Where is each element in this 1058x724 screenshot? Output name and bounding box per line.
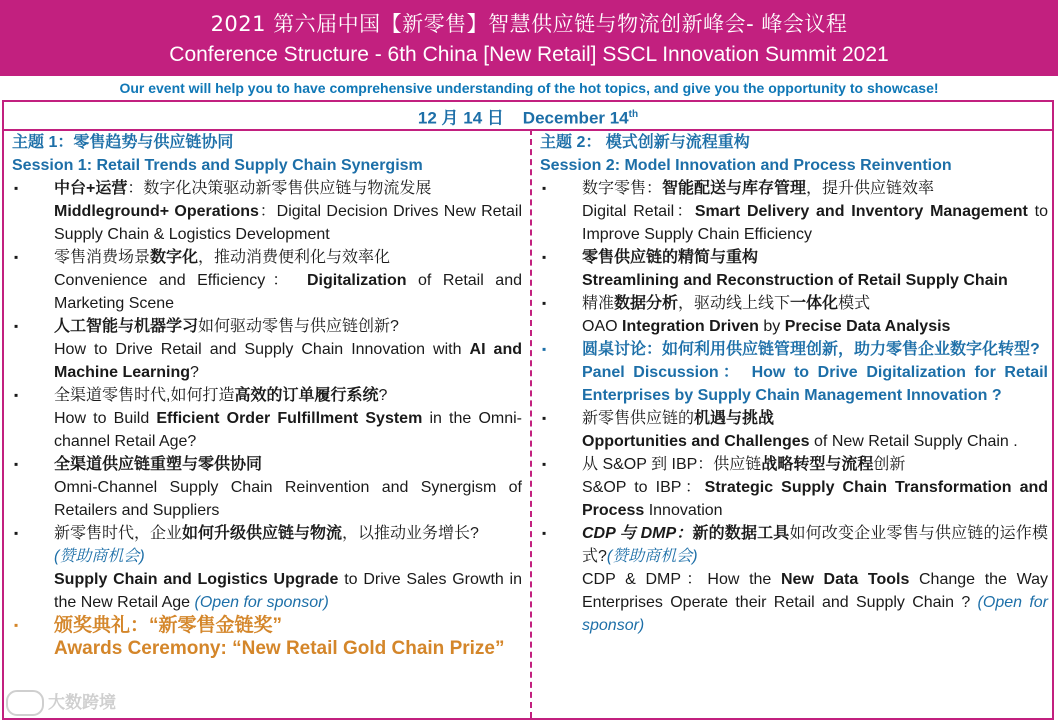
panel-title-cn: 圆桌讨论：如何利用供应链管理创新，助力零售企业数字化转型? xyxy=(582,341,1040,358)
item-text: Digital Retail： xyxy=(582,203,695,220)
item-text: AI and Machine Learning xyxy=(54,341,523,381)
bullet-icon: ▪ xyxy=(542,411,547,425)
item-text: OAO xyxy=(582,318,623,335)
bullet-icon: ▪ xyxy=(14,618,19,632)
award-title-en: Awards Ceremony: “New Retail Gold Chain Prize” xyxy=(54,638,505,659)
item-text: by xyxy=(758,318,785,335)
title-en: Conference Structure - 6th China [New Retail] SSCL Innovation Summit 2021 xyxy=(169,43,889,66)
date-sup: th xyxy=(628,109,639,120)
item-text: S&OP to IBP： xyxy=(582,479,705,496)
list-item xyxy=(540,292,1048,338)
item-text: ：数字化决策驱动新零售供应链与物流发展 xyxy=(127,180,432,197)
item-text: Precise Data Analysis xyxy=(784,318,951,335)
session-1-title-en: Session 1: Retail Trends and Supply Chain Synergism xyxy=(12,157,423,174)
item-text: ，以推动业务增长? xyxy=(342,525,479,542)
bullet-icon: ▪ xyxy=(14,250,19,264)
item-text: 数字零售： xyxy=(582,180,663,197)
date-cn: 12 月 14 日 xyxy=(417,108,504,128)
item-text: 新零售时代，企业 xyxy=(54,525,183,542)
item-text: to Improve Supply Chain Efficiency xyxy=(582,203,1048,243)
item-text: Digitalization xyxy=(306,272,407,289)
list-item xyxy=(540,177,1048,246)
sponsor-note: (赞助商机会) xyxy=(606,548,698,565)
list-item xyxy=(12,453,522,522)
session-2-title-cn: 主题 2： 模式创新与流程重构 xyxy=(540,134,750,151)
item-text: ，提升供应链效率 xyxy=(806,180,935,197)
session-2-list xyxy=(540,177,1048,637)
watermark-text: 大数跨境 xyxy=(48,693,116,713)
item-text: 战略转型与流程 xyxy=(761,456,874,473)
item-text: in the Omni-channel Retail Age? xyxy=(54,410,523,450)
item-text: Innovation xyxy=(644,502,723,519)
item-text: Change the Way Enterprises Operate their Retail and Supply Chain ? xyxy=(582,571,1048,611)
bullet-icon: ▪ xyxy=(542,250,547,264)
item-text: 中台+运营 xyxy=(54,180,128,197)
bullet-icon: ▪ xyxy=(542,342,547,356)
bullet-icon: ▪ xyxy=(14,457,19,471)
item-text: 精准 xyxy=(582,295,615,312)
session-1-title-cn: 主题 1：零售趋势与供应链协同 xyxy=(12,134,234,151)
award-item xyxy=(12,614,522,660)
session-1-column xyxy=(12,131,522,660)
item-text: ? xyxy=(190,364,199,381)
item-text: Streamlining and Reconstruction of Retail Supply Chain xyxy=(582,272,1008,289)
item-text: Efficient Order Fulfillment System xyxy=(156,410,423,427)
item-text: CDP & DMP：How the xyxy=(582,571,781,588)
item-text: of Retail and Marketing Scene xyxy=(54,272,522,312)
item-text: Strategic Supply Chain Transformation and Process xyxy=(582,479,1049,519)
bullet-icon: ▪ xyxy=(542,457,547,471)
list-item xyxy=(12,246,522,315)
sponsor-note: (赞助商机会) xyxy=(54,548,145,565)
item-text: 机遇与挑战 xyxy=(694,410,775,427)
item-text: 从 S&OP 到 IBP：供应链 xyxy=(582,456,762,473)
item-text: Smart Delivery and Inventory Management xyxy=(694,203,1028,220)
item-text: Opportunities and Challenges xyxy=(582,433,810,450)
column-divider xyxy=(530,129,532,718)
item-text: 全渠道供应链重塑与零供协同 xyxy=(54,456,263,473)
panel-title-en: Panel Discussion： How to Drive Digitalization for Retail Enterprises by Supply Chain Management Innovation ? xyxy=(582,364,1048,404)
item-text: Convenience and Efficiency： xyxy=(54,272,307,289)
item-text: 零售供应链的精简与重构 xyxy=(582,249,759,266)
date-heading xyxy=(4,102,1052,131)
sponsor-note: (Open for sponsor) xyxy=(582,594,1048,634)
item-text: How to Drive Retail and Supply Chain Innovation with xyxy=(54,341,470,358)
page-header xyxy=(0,0,1058,76)
bullet-icon: ▪ xyxy=(542,296,547,310)
bullet-icon: ▪ xyxy=(14,319,19,333)
list-item xyxy=(540,522,1048,637)
list-item xyxy=(12,522,522,614)
item-text: Middleground+ Operations xyxy=(54,203,259,220)
list-item xyxy=(12,177,522,246)
item-text: to Drive Sales Growth in the New Retail Age xyxy=(54,571,523,611)
list-item xyxy=(540,407,1048,453)
session-2-column xyxy=(540,131,1048,637)
item-text: Integration Driven xyxy=(622,318,759,335)
item-text: How to Build xyxy=(54,410,157,427)
item-text: 创新 xyxy=(873,456,906,473)
item-text: 高效的订单履行系统 xyxy=(234,387,379,404)
item-text: 智能配送与库存管理 xyxy=(662,180,807,197)
bullet-icon: ▪ xyxy=(14,526,19,540)
date-en: December 14 xyxy=(522,108,629,128)
bullet-icon: ▪ xyxy=(14,388,19,402)
item-text: 如何升级供应链与物流 xyxy=(182,525,343,542)
item-text: 如何改变企业零售与供应链的运作模式? xyxy=(582,525,1048,565)
list-item xyxy=(540,246,1048,292)
item-text: 模式 xyxy=(838,295,871,312)
item-text: New Data Tools xyxy=(780,571,910,588)
item-text: 数据分析 xyxy=(614,295,679,312)
item-text: 一体化 xyxy=(790,295,839,312)
title-cn: 2021 第六届中国【新零售】智慧供应链与物流创新峰会- 峰会议程 xyxy=(210,12,848,36)
item-text: ? xyxy=(378,387,388,404)
item-text: 人工智能与机器学习 xyxy=(54,318,199,335)
panel-discussion-item xyxy=(540,338,1048,407)
sponsor-note: (Open for sponsor) xyxy=(194,594,329,611)
watermark-logo-icon xyxy=(6,690,44,716)
item-text: 数字化 xyxy=(150,249,199,266)
list-item xyxy=(12,315,522,384)
item-text: of New Retail Supply Chain . xyxy=(809,433,1018,450)
item-text: ：Digital Decision Drives New Retail Supply Chain & Logistics Development xyxy=(54,203,522,243)
item-text: 新的数据工具 xyxy=(692,525,790,542)
bullet-icon: ▪ xyxy=(542,526,547,540)
item-text: 新零售供应链的 xyxy=(582,410,695,427)
award-title-cn: 颁奖典礼：“新零售金链奖” xyxy=(54,615,283,636)
session-1-list xyxy=(12,177,522,660)
item-text: Omni-Channel Supply Chain Reinvention and Synergism of Retailers and Suppliers xyxy=(54,479,522,519)
item-text: 零售消费场景 xyxy=(54,249,151,266)
item-text: CDP 与 DMP： xyxy=(582,525,693,542)
list-item xyxy=(12,384,522,453)
item-text: 如何驱动零售与供应链创新? xyxy=(198,318,399,335)
item-text: 全渠道零售时代,如何打造 xyxy=(54,387,235,404)
bullet-icon: ▪ xyxy=(542,181,547,195)
bullet-icon: ▪ xyxy=(14,181,19,195)
watermark xyxy=(6,688,116,716)
tagline: Our event will help you to have comprehensive understanding of the hot topics, and give you the opportunity to showcase! xyxy=(119,80,939,96)
agenda-table xyxy=(2,100,1054,720)
session-2-title-en: Session 2: Model Innovation and Process Reinvention xyxy=(540,157,952,174)
list-item xyxy=(540,453,1048,522)
item-text: ，驱动线上线下 xyxy=(678,295,791,312)
item-text: ，推动消费便利化与效率化 xyxy=(198,249,391,266)
item-text: Supply Chain and Logistics Upgrade xyxy=(54,571,339,588)
